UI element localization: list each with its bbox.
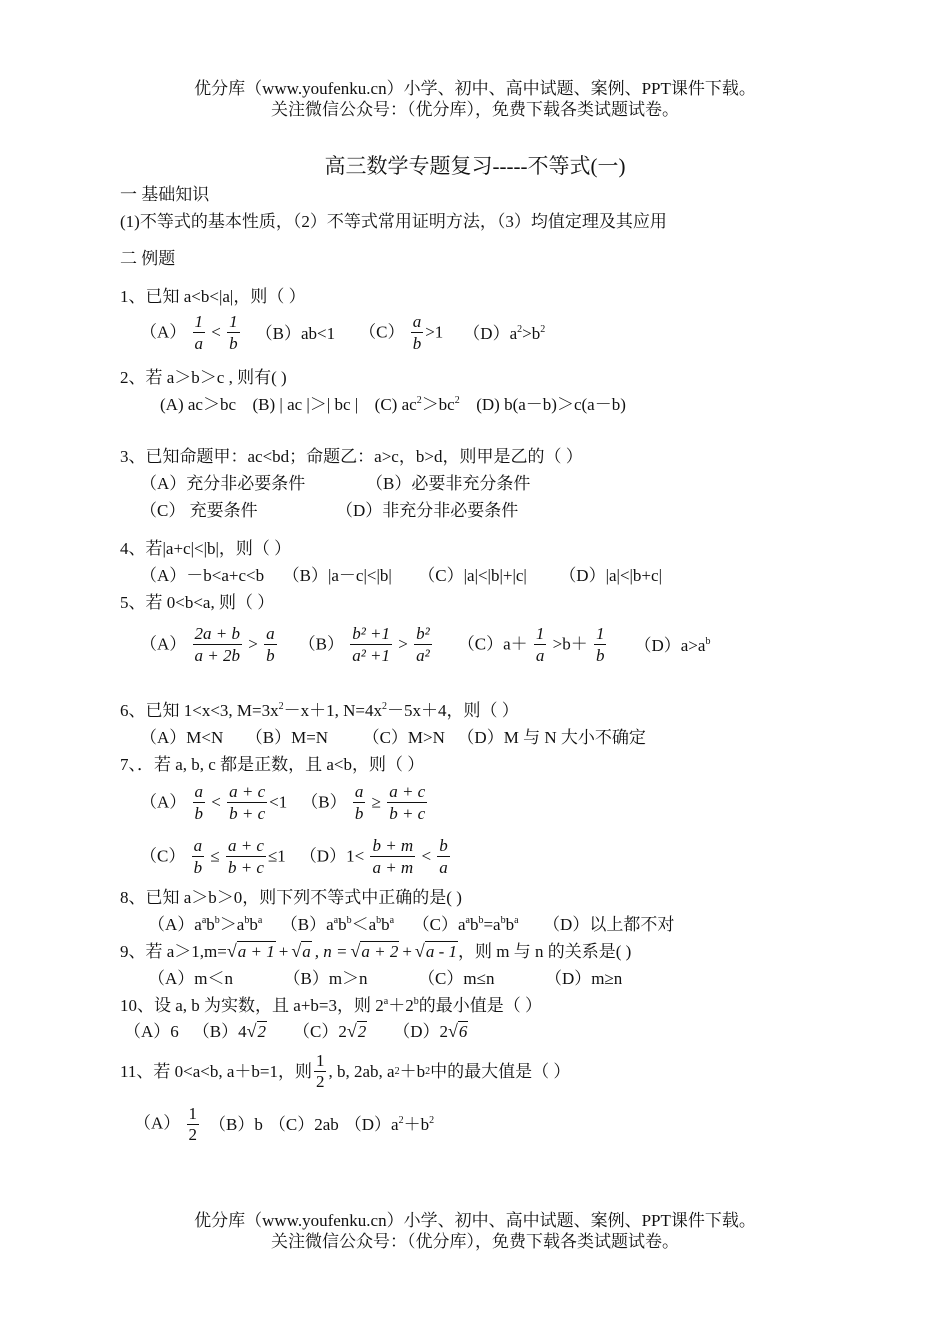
q6-stem-pre: 6、已知 1<x<3, M=3x (120, 701, 279, 720)
seg: （B）4 (192, 1022, 247, 1041)
sup: a (389, 915, 395, 926)
frac-num: a (194, 782, 204, 801)
q1-stem: 1、已知 a<b<|a|，则（ ） (120, 287, 306, 306)
sup: b (244, 915, 250, 926)
q1-d-mid: >b (522, 324, 541, 343)
q2-option-c (375, 395, 460, 414)
frac-den: b (412, 334, 422, 353)
q5-c-frac-1 (534, 624, 547, 667)
q7-a-label: （A） (140, 792, 187, 812)
q7-a-frac-2 (227, 782, 267, 825)
q5-option-b (299, 624, 434, 667)
radicand: a + 2 (361, 942, 399, 961)
q1-option-a (140, 312, 242, 355)
q1-option-b: （B）ab<1 (255, 324, 336, 343)
q10-options (124, 1022, 468, 1040)
q6-option-c: （C）M>N (362, 728, 445, 747)
q4-option-a: （A）－b<a+c<b (140, 566, 265, 585)
q10-sup: a (383, 996, 389, 1007)
q7-a-tail: <1 (269, 792, 288, 812)
q5-option-a (140, 624, 279, 667)
section-2-heading: 二 例题 (120, 249, 176, 268)
frac-den: a + m (372, 858, 414, 877)
frac-den: a² +1 (352, 646, 391, 665)
q11-stem-tail: 中的最大值是（ ） (430, 1062, 571, 1081)
q5-options (140, 624, 710, 667)
frac-num: 1 (315, 1051, 325, 1070)
q1-d-pre: （D）a (463, 324, 518, 343)
q8-option-a (148, 915, 262, 934)
q1-a-frac-2 (227, 312, 240, 355)
q5-c-pre: （C）a＋ (457, 634, 528, 654)
sup: 2 (429, 1115, 435, 1126)
q2-option-b: (B) | ac |＞| bc | (252, 395, 359, 414)
frac-den: 2 (315, 1072, 325, 1091)
sqrt-a-minus-1: √a - 1 (414, 941, 457, 961)
q7-c-frac-2 (226, 836, 266, 879)
q7-b-label: （B） (301, 792, 347, 812)
q11-a-frac (187, 1104, 200, 1145)
q2-c-pre: (C) ac (374, 395, 417, 414)
radicand: 6 (458, 1022, 468, 1041)
frac-num: a (412, 312, 422, 331)
q9-option-c: （C）m≤n (418, 969, 495, 988)
frac-den: a + 2b (194, 646, 241, 665)
q4-stem: 4、若|a+c|<|b|，则（ ） (120, 539, 292, 558)
q7-stem: 7、．若 a, b, c 都是正数，且 a<b，则（ ） (120, 755, 425, 774)
header-line-1: 优分库（www.youfenku.cn）小学、初中、高中试题、案例、PPT课件下载。 (194, 79, 756, 98)
frac-den: 2 (188, 1125, 198, 1144)
frac-num: b² (416, 624, 430, 643)
radicand: a + 1 (237, 942, 275, 961)
frac-den: b (193, 858, 203, 877)
q5-b-frac-2 (414, 624, 432, 667)
frac-den: a (439, 858, 448, 877)
q10-stem-mid: ＋2 (388, 996, 414, 1015)
q7-d-frac-2 (437, 836, 450, 879)
sup: 2 (398, 1115, 404, 1126)
q11-option-b: （B）b (209, 1115, 263, 1134)
seg: b (505, 915, 515, 934)
q5-c-mid: >b＋ (552, 634, 588, 654)
q5-b-op: > (398, 634, 408, 654)
frac-num: b² +1 (352, 624, 391, 643)
footer-line-1: 优分库（www.youfenku.cn）小学、初中、高中试题、案例、PPT课件下载。 (194, 1211, 756, 1230)
frac-den: b (266, 646, 275, 665)
q7-option-d (300, 836, 452, 879)
q7-b-op: ≥ (371, 792, 381, 812)
q8-option-b (281, 915, 394, 934)
q9-option-b: （B）m＞n (283, 969, 368, 988)
q2-c-mid: ＞bc (421, 395, 455, 414)
q11-a-label: （A） (134, 1113, 181, 1133)
q9-mid: , n = (314, 941, 348, 961)
q3-option-c: （C） 充要条件 (140, 501, 258, 520)
sup: b (346, 915, 352, 926)
q5-a-frac-1 (193, 624, 242, 667)
frac-den: b (194, 804, 204, 823)
q9-stem-tail: ，则 m 与 n 的关系是( ) (457, 941, 632, 961)
q7-b-frac-1 (353, 782, 366, 825)
sqrt-a-plus-1: √a + 1 (226, 941, 275, 961)
seg: （D）a (344, 1115, 399, 1134)
sup: a (201, 915, 207, 926)
q11-stem: 11、若 0<a<b, a＋b=1，则 $\frac{1}{2}$ , b, 2ab, a 2 ＋b 2 中的最大值是（ ） (120, 1051, 571, 1091)
q7-a-frac-1 (193, 782, 206, 825)
q1-a-frac-1 (193, 312, 206, 355)
sqrt: √2 (346, 1021, 367, 1041)
q10-stem-tail: 的最小值是（ ） (418, 996, 542, 1015)
frac-num: a (354, 782, 364, 801)
q10-option-a: （A）6 (124, 1021, 179, 1041)
q6-stem (120, 702, 519, 719)
q3-option-b: （B）必要非充分条件 (366, 474, 531, 493)
q7-c-frac-1 (192, 836, 205, 879)
q6-stem-sup: 2 (278, 701, 284, 712)
frac-num: a + c (227, 836, 264, 855)
frac-num: 1 (194, 312, 204, 331)
q9-stem-pre: 9、若 a＞1,m= (120, 941, 227, 961)
q2-c-sup2: 2 (454, 395, 460, 406)
frac-den: b + c (389, 804, 426, 823)
q7-d-label: （D）1< (299, 846, 365, 866)
q5-a-frac-2 (264, 624, 277, 667)
q7-d-op: < (421, 846, 432, 866)
q7-c-tail: ≤1 (267, 846, 286, 866)
frac-num: 1 (595, 624, 605, 643)
sup: a (465, 915, 470, 926)
frac-den: b (354, 804, 364, 823)
q7-b-frac-2 (387, 782, 427, 825)
q9-options (148, 970, 622, 987)
seg: b (469, 915, 479, 934)
sqrt: √2 (246, 1021, 267, 1041)
sqrt: √6 (448, 1021, 468, 1041)
q7-option-c (140, 836, 286, 879)
sup: b (214, 915, 220, 926)
q10-stem-pre: 10、设 a, b 为实数，且 a+b=3，则 2 (120, 996, 384, 1015)
footer-line-2: 关注微信公众号：（优分库），免费下载各类试题试卷。 (271, 1232, 679, 1251)
frac-num: a (266, 624, 275, 643)
q1-c-label: （C） (359, 322, 405, 342)
radicand: a (302, 942, 311, 961)
q2-option-d: (D) b(a－b)＞c(a－b) (476, 395, 626, 414)
seg: b (338, 915, 347, 934)
seg: （A）a (148, 915, 202, 934)
q11-stem-pre: 11、若 0<a<b, a＋b=1，则 (120, 1062, 312, 1081)
frac-num: 1 (188, 1104, 198, 1123)
q7-option-b (301, 782, 429, 825)
q8-option-c (413, 915, 519, 934)
radicand: 2 (357, 1022, 367, 1041)
q7-a-op: < (211, 792, 221, 812)
q8-options (148, 916, 674, 933)
section-1-heading: 一 基础知识 (120, 185, 210, 204)
q7-options-row-2 (140, 836, 452, 879)
frac-num: b + m (372, 836, 414, 855)
q10-option-d (393, 1022, 468, 1040)
q2-option-a: (A) ac＞bc (160, 395, 236, 414)
q1-d-sup: 2 (517, 324, 523, 335)
seg: b (206, 915, 215, 934)
q9-stem (120, 942, 631, 960)
sup: a (257, 915, 263, 926)
frac-den: a (535, 646, 545, 665)
q1-c-tail: >1 (425, 322, 444, 342)
q6-option-b: （B）M=N (245, 728, 329, 747)
q9-plus: + (278, 941, 289, 961)
q2-options (160, 396, 626, 413)
sup: b (376, 915, 382, 926)
q11-options (134, 1104, 434, 1145)
sup: a (333, 915, 339, 926)
seg: ＋b (403, 1115, 430, 1134)
q4-option-b: （B）|a－c|<|b| (282, 566, 392, 585)
frac-den: a (194, 334, 204, 353)
q5-option-c (458, 624, 609, 667)
q1-a-op: < (211, 322, 221, 342)
q6-stem-sup2: 2 (382, 701, 388, 712)
q9-option-d: （D）m≥n (544, 969, 623, 988)
q8-option-d: （D）以上都不对 (543, 915, 675, 934)
q1-option-d (463, 325, 545, 342)
sqrt-a: √a (291, 941, 311, 961)
sup: b (500, 915, 506, 926)
q7-option-a (140, 782, 287, 825)
q4-options (140, 567, 662, 584)
frac-den: b (595, 646, 605, 665)
q4-option-d: （D）|a|<|b+c| (559, 566, 662, 585)
seg: b (249, 915, 258, 934)
sup: b (478, 915, 484, 926)
section-1-content: (1)不等式的基本性质，（2）不等式常用证明方法，（3）均值定理及其应用 (120, 212, 667, 231)
q10-option-b (193, 1022, 267, 1040)
q7-d-frac-1 (370, 836, 415, 879)
q5-option-d (634, 637, 710, 654)
frac-num: 1 (535, 624, 545, 643)
q5-a-op: > (248, 634, 258, 654)
q1-option-c (359, 312, 443, 355)
frac-num: b (439, 836, 448, 855)
frac-den: a² (416, 646, 430, 665)
q2-stem: 2、若 a＞b＞c , 则有( ) (120, 368, 287, 387)
q3-option-a: （A）充分非必要条件 (140, 474, 306, 493)
page-title: 高三数学专题复习-----不等式(一) (324, 154, 626, 178)
q9-option-a: （A）m＜n (148, 969, 233, 988)
frac-den: b (229, 334, 238, 353)
sup: a (514, 915, 519, 926)
q7-c-op: ≤ (210, 846, 220, 866)
q9-plus: + (402, 941, 412, 961)
seg: =a (483, 915, 501, 934)
frac-num: a + c (389, 782, 426, 801)
q11-stem-frac (314, 1051, 327, 1092)
radicand: 2 (257, 1022, 267, 1041)
frac-num: 1 (229, 312, 238, 331)
q1-a-label: （A） (140, 322, 187, 342)
q6-options (140, 729, 646, 746)
seg: （C）2 (293, 1022, 347, 1041)
q11-stem-mid: , b, 2ab, a (328, 1062, 395, 1081)
q11-stem-mid2: ＋b (399, 1062, 426, 1081)
frac-den: b + c (227, 858, 264, 877)
q10-sup: b (413, 996, 419, 1007)
frac-den: b + c (229, 804, 266, 823)
q11-option-c: （C）2ab (268, 1115, 339, 1134)
q11-option-a (134, 1104, 201, 1145)
seg: （C）a (412, 915, 466, 934)
q5-b-label: （B） (298, 634, 344, 654)
seg: ＞a (219, 915, 245, 934)
q5-d-pre: （D）a>a (634, 636, 706, 655)
radicand: a - 1 (425, 942, 457, 961)
q6-option-a: （A）M<N (140, 728, 224, 747)
q3-stem: 3、已知命题甲：ac<bd；命题乙：a>c，b>d，则甲是乙的（ ） (120, 447, 583, 466)
frac-num: a + c (229, 782, 266, 801)
q11-option-d (345, 1116, 434, 1133)
q1-d-sup2: 2 (540, 324, 546, 335)
q3-option-d: （D）非充分非必要条件 (336, 501, 519, 520)
q6-option-d: （D）M 与 N 大小不确定 (457, 728, 646, 747)
q5-stem: 5、若 0<b<a, 则（ ） (120, 593, 275, 612)
header-line-2: 关注微信公众号：（优分库），免费下载各类试题试卷。 (271, 100, 679, 119)
q7-options-row-1 (140, 782, 429, 825)
q5-c-frac-2 (594, 624, 607, 667)
q1-c-frac (411, 312, 424, 355)
q1-options (140, 312, 545, 355)
seg: b (381, 915, 390, 934)
q5-b-frac-1 (350, 624, 392, 667)
q6-stem-tail: －5x＋4，则（ ） (387, 701, 519, 720)
q8-stem: 8、已知 a＞b＞0，则下列不等式中正确的是( ) (120, 888, 462, 907)
seg: ＜a (351, 915, 377, 934)
sqrt-a-plus-2: √a + 2 (350, 941, 399, 961)
q7-c-label: （C） (140, 846, 186, 866)
q10-stem (120, 997, 542, 1014)
q5-a-label: （A） (140, 634, 187, 654)
q10-option-c (293, 1022, 367, 1040)
q6-stem-mid: －x＋1, N=4x (283, 701, 383, 720)
q5-d-sup: b (705, 636, 711, 647)
seg: （B）a (280, 915, 334, 934)
q4-option-c: （C）|a|<|b|+|c| (418, 566, 527, 585)
frac-num: 2a + b (194, 624, 241, 643)
seg: （D）2 (393, 1022, 449, 1041)
frac-num: a (193, 836, 203, 855)
q2-c-sup: 2 (416, 395, 422, 406)
